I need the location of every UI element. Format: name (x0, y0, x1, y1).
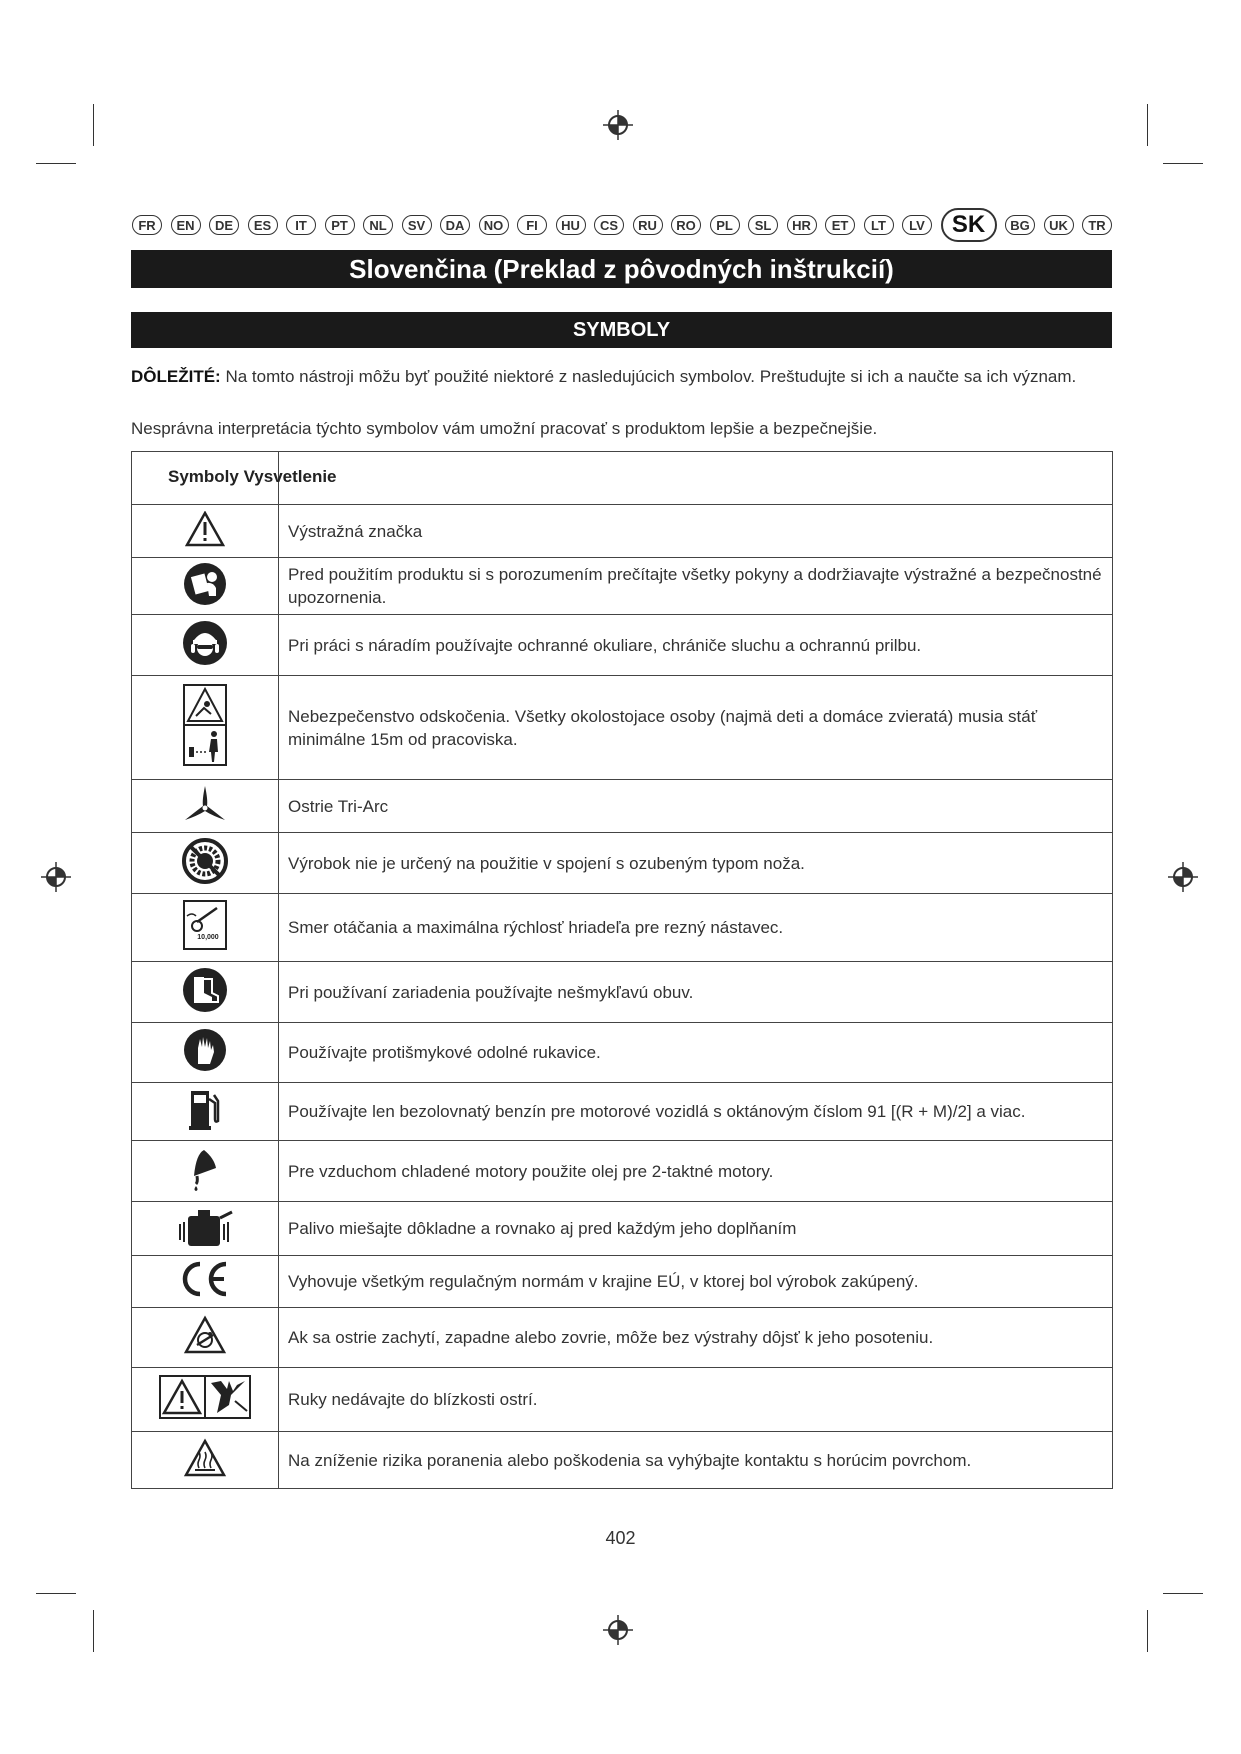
language-tab-hu[interactable]: HU (556, 215, 586, 235)
table-row (132, 505, 1113, 558)
explanation-cell: Výrobok nie je určený na použitie v spojení s ozubeným typom noža. (279, 833, 1113, 894)
explanation-cell: Používajte len bezolovnatý benzín pre motorové vozidlá s oktánovým číslom 91 [(R + M)/2] a viac. (279, 1083, 1113, 1141)
table-row (132, 615, 1113, 676)
explanation-cell: Ak sa ostrie zachytí, zapadne alebo zovrie, môže bez výstrahy dôjsť k jeho posoteniu. (279, 1308, 1113, 1368)
symbol-cell (132, 1083, 279, 1141)
gloves-icon (183, 1028, 227, 1077)
read-manual-icon (183, 562, 227, 611)
table-row (132, 894, 1113, 962)
rotation-speed-icon (183, 900, 227, 955)
ce-mark-icon (176, 1258, 234, 1305)
intro-paragraph (131, 366, 1112, 388)
language-tab-ro[interactable]: RO (671, 215, 701, 235)
crop-mark (1147, 104, 1148, 146)
language-tab-cs[interactable]: CS (594, 215, 624, 235)
table-row (132, 1202, 1113, 1256)
crop-mark (1163, 163, 1203, 164)
important-text: Na tomto nástroji môžu byť použité niektoré z nasledujúcich symbolov. Preštudujte si ich a naučte sa ich význam. (220, 367, 1077, 386)
table-row (132, 833, 1113, 894)
crop-mark (36, 163, 76, 164)
table-row (132, 1083, 1113, 1141)
language-tab-it[interactable]: IT (286, 215, 316, 235)
explanation-cell: Ruky nedávajte do blízkosti ostrí. (279, 1368, 1113, 1432)
table-row (132, 962, 1113, 1023)
explanation-cell: Pre vzduchom chladené motory použite olej pre 2-taktné motory. (279, 1141, 1113, 1202)
fuel-can-mix-icon (172, 1204, 238, 1253)
language-tab-sl[interactable]: SL (748, 215, 778, 235)
table-row (132, 1141, 1113, 1202)
symbol-cell (132, 1023, 279, 1083)
symbol-cell (132, 962, 279, 1023)
symbol-cell (132, 1256, 279, 1308)
crop-mark (93, 1610, 94, 1652)
language-tab-sv[interactable]: SV (402, 215, 432, 235)
language-tab-no[interactable]: NO (479, 215, 509, 235)
explanation-cell: Smer otáčania a maximálna rýchlosť hriadeľa pre rezný nástavec. (279, 894, 1113, 962)
language-tab-fi[interactable]: FI (517, 215, 547, 235)
fuel-pump-icon (188, 1087, 222, 1136)
symbol-cell (132, 676, 279, 780)
language-tab-et[interactable]: ET (825, 215, 855, 235)
symbol-cell (132, 1141, 279, 1202)
language-tab-nl[interactable]: NL (363, 215, 393, 235)
crop-mark (93, 104, 94, 146)
symbol-cell (132, 780, 279, 833)
language-tab-en[interactable]: EN (171, 215, 201, 235)
thrown-objects-distance-icon (183, 684, 227, 771)
page-title: Slovenčina (Preklad z pôvodných inštrukcií) (131, 250, 1112, 288)
symbol-cell (132, 1202, 279, 1256)
warning-triangle-icon (185, 511, 225, 552)
explanation-cell: Výstražná značka (279, 505, 1113, 558)
explanation-cell: Na zníženie rizika poranenia alebo poškodenia sa vyhýbajte kontaktu s horúcim povrchom. (279, 1432, 1113, 1489)
safety-boots-icon (182, 967, 228, 1018)
section-title: SYMBOLY (131, 312, 1112, 348)
language-tab-hr[interactable]: HR (787, 215, 817, 235)
table-row (132, 676, 1113, 780)
table-row (132, 780, 1113, 833)
language-tab-lt[interactable]: LT (864, 215, 894, 235)
crop-mark (36, 1593, 76, 1594)
language-tab-es[interactable]: ES (248, 215, 278, 235)
intro-note: Nesprávna interpretácia týchto symbolov vám umožní pracovať s produktom lepšie a bezpečnejšie. (131, 419, 878, 438)
explanation-cell: Palivo miešajte dôkladne a rovnako aj pred každým jeho doplňaním (279, 1202, 1113, 1256)
table-row (132, 1432, 1113, 1489)
language-tab-pl[interactable]: PL (710, 215, 740, 235)
language-tab-pt[interactable]: PT (325, 215, 355, 235)
table-header-row (132, 452, 1113, 505)
oil-drop-icon (188, 1146, 222, 1197)
symbol-cell (132, 894, 279, 962)
language-tab-da[interactable]: DA (440, 215, 470, 235)
table-row (132, 1023, 1113, 1083)
symbol-cell (132, 1368, 279, 1432)
explanation-cell: Pri používaní zariadenia používajte nešmykľavú obuv. (279, 962, 1113, 1023)
no-toothed-blade-icon (182, 838, 228, 889)
crop-mark (1163, 1593, 1203, 1594)
tri-arc-blade-icon (183, 784, 227, 829)
language-tab-bg[interactable]: BG (1005, 215, 1035, 235)
rotation-speed-value: 10,000 (197, 934, 219, 941)
explanation-cell: Pri práci s náradím používajte ochranné okuliare, chrániče sluchu a ochrannú prilbu. (279, 615, 1113, 676)
table-header: Symboly Vysvetlenie (168, 467, 337, 486)
language-tab-sk[interactable]: SK (941, 208, 997, 242)
explanation-cell: Vyhovuje všetkým regulačným normám v krajine EÚ, v ktorej bol výrobok zakúpený. (279, 1256, 1113, 1308)
symbol-cell (132, 505, 279, 558)
protective-gear-icon (182, 620, 228, 671)
explanation-cell: Ostrie Tri-Arc (279, 780, 1113, 833)
symbol-cell (132, 558, 279, 615)
blade-thrust-icon (183, 1315, 227, 1360)
registration-mark-icon (603, 1615, 633, 1645)
explanation-cell: Nebezpečenstvo odskočenia. Všetky okolostojace osoby (najmä deti a domáce zvieratá) musia stáť minimálne 15m od pracoviska. (279, 676, 1113, 780)
symbols-table (131, 451, 1113, 1489)
crop-mark (1147, 1610, 1148, 1652)
table-row (132, 1368, 1113, 1432)
symbol-cell (132, 615, 279, 676)
table-row (132, 1256, 1113, 1308)
table-row (132, 558, 1113, 615)
language-tab-tr[interactable]: TR (1082, 215, 1112, 235)
language-tab-de[interactable]: DE (209, 215, 239, 235)
registration-mark-icon (1168, 862, 1198, 892)
table-row (132, 1308, 1113, 1368)
language-tab-fr[interactable]: FR (132, 215, 162, 235)
registration-mark-icon (603, 110, 633, 140)
page-number: 402 (605, 1528, 636, 1548)
explanation-cell: Používajte protišmykové odolné rukavice. (279, 1023, 1113, 1083)
hot-surface-icon (183, 1438, 227, 1483)
symbol-cell (132, 833, 279, 894)
language-tab-uk[interactable]: UK (1044, 215, 1074, 235)
language-tab-ru[interactable]: RU (633, 215, 663, 235)
hand-blade-warning-icon (159, 1375, 251, 1424)
language-bar (132, 207, 1112, 243)
explanation-cell: Pred použitím produktu si s porozumením prečítajte všetky pokyny a dodržiavajte výstražné a bezpečnostné upozornenia. (279, 558, 1113, 615)
symbol-cell (132, 1432, 279, 1489)
language-tab-lv[interactable]: LV (902, 215, 932, 235)
registration-mark-icon (41, 862, 71, 892)
symbol-cell (132, 1308, 279, 1368)
important-label: DÔLEŽITÉ: (131, 367, 221, 386)
